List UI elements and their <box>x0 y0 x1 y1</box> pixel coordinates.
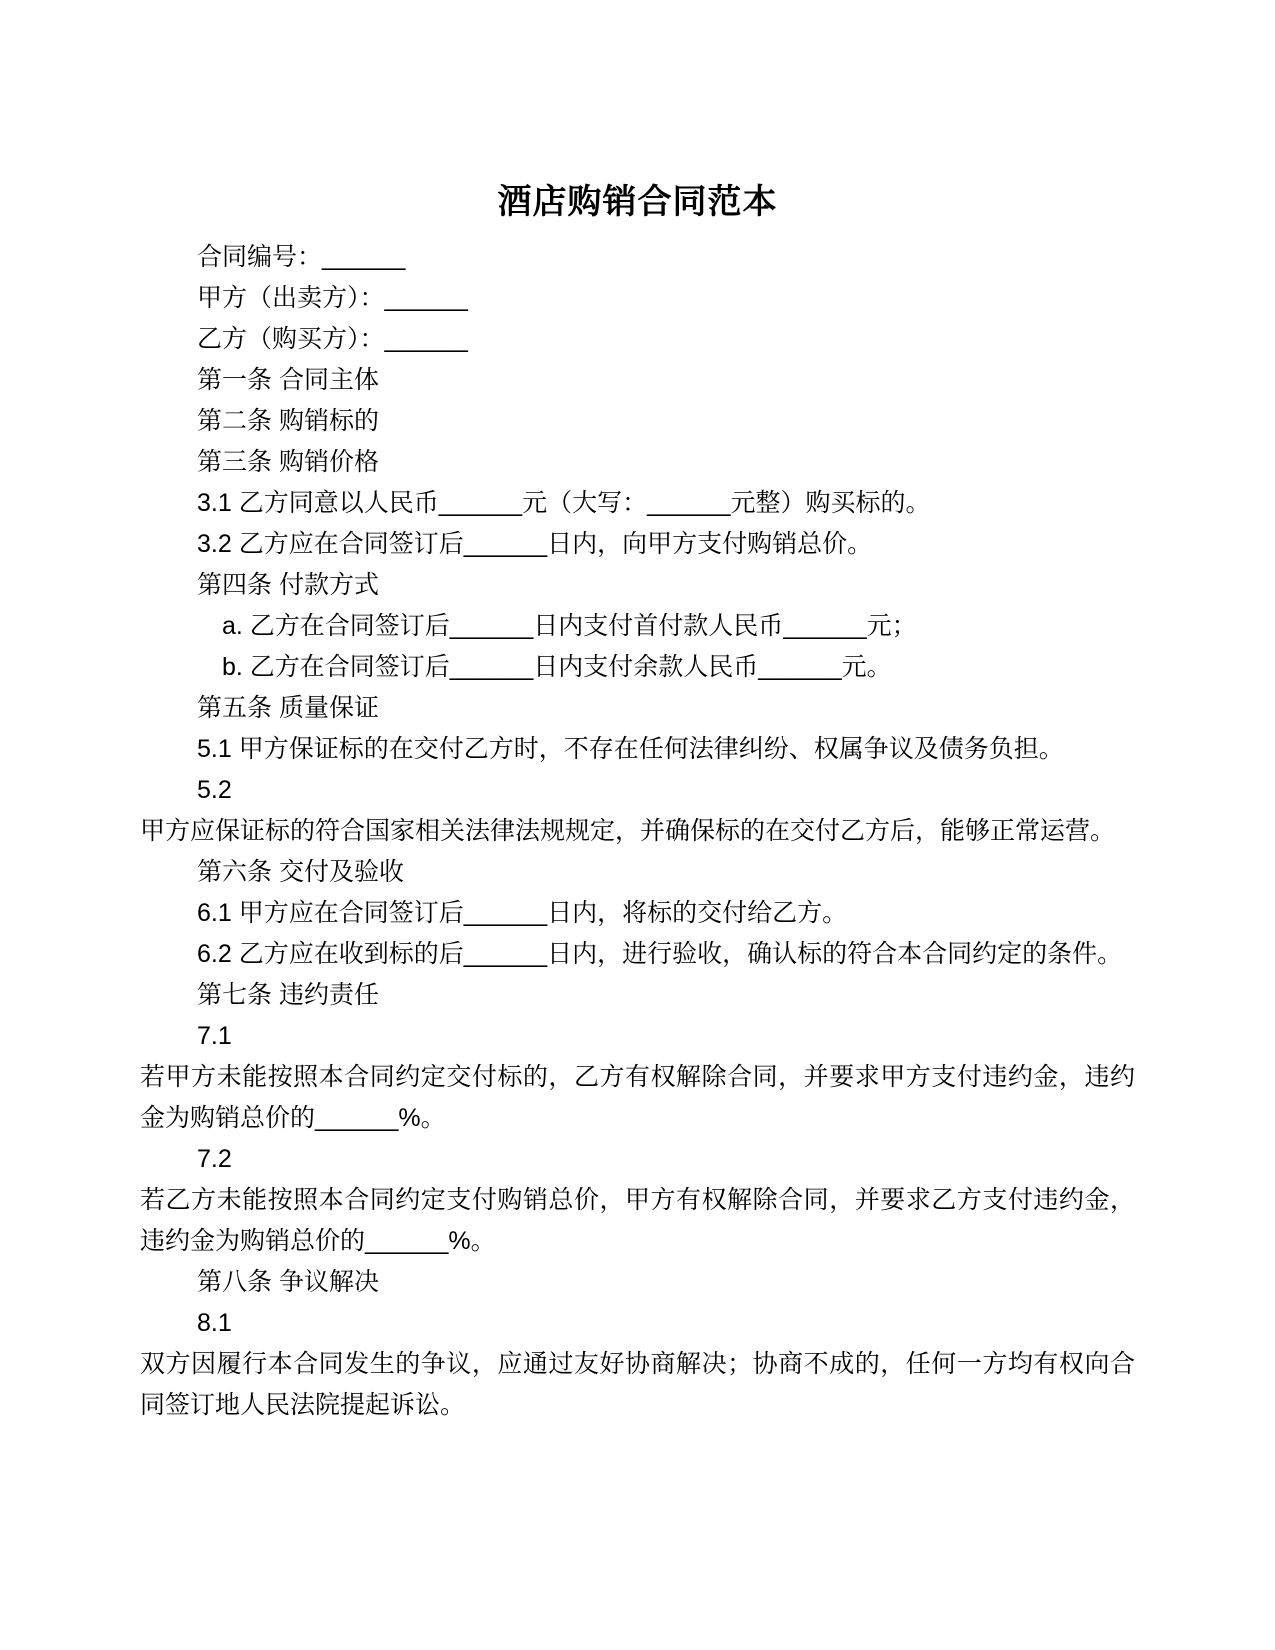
document-line: 3.1 乙方同意以人民币______元（大写：______元整）购买标的。 <box>197 489 931 517</box>
document-line: 7.2 <box>197 1145 232 1173</box>
document-line: 第八条 争议解决 <box>197 1268 379 1296</box>
document-line: 金为购销总价的______%。 <box>140 1104 446 1132</box>
document-line: b. 乙方在合同签订后______日内支付余款人民币______元。 <box>222 653 892 681</box>
document-title: 酒店购销合同范本 <box>497 183 778 221</box>
document-line: 8.1 <box>197 1309 232 1337</box>
document-line: 第六条 交付及验收 <box>197 858 404 886</box>
document-line: a. 乙方在合同签订后______日内支付首付款人民币______元； <box>222 612 917 640</box>
document-body <box>140 237 1135 1426</box>
document-line: 第五条 质量保证 <box>197 694 379 722</box>
document-line: 合同编号：______ <box>197 243 406 271</box>
document-line: 乙方（购买方）：______ <box>197 325 468 353</box>
document-line: 若乙方未能按照本合同约定支付购销总价，甲方有权解除合同，并要求乙方支付违约金， <box>140 1186 1135 1214</box>
document-line: 双方因履行本合同发生的争议，应通过友好协商解决；协商不成的，任何一方均有权向合 <box>140 1350 1135 1378</box>
document-line: 5.1 甲方保证标的在交付乙方时，不存在任何法律纠纷、权属争议及债务负担。 <box>197 735 1064 763</box>
document-line: 第三条 购销价格 <box>197 448 379 476</box>
document-line: 6.2 乙方应在收到标的后______日内，进行验收，确认标的符合本合同约定的条件。 <box>197 940 1123 968</box>
document-line: 6.1 甲方应在合同签订后______日内，将标的交付给乙方。 <box>197 899 848 927</box>
document-line: 违约金为购销总价的______%。 <box>140 1227 496 1255</box>
document-line: 7.1 <box>197 1022 232 1050</box>
document-line: 甲方（出卖方）：______ <box>197 284 468 312</box>
document-line: 3.2 乙方应在合同签订后______日内，向甲方支付购销总价。 <box>197 530 873 558</box>
document-line: 第二条 购销标的 <box>197 407 379 435</box>
document-line: 第四条 付款方式 <box>197 571 379 599</box>
document-line: 若甲方未能按照本合同约定交付标的，乙方有权解除合同，并要求甲方支付违约金，违约 <box>140 1063 1135 1091</box>
document-line: 第七条 违约责任 <box>197 981 379 1009</box>
document-line: 甲方应保证标的符合国家相关法律法规规定，并确保标的在交付乙方后，能够正常运营。 <box>140 817 1116 845</box>
document-line: 5.2 <box>197 776 232 804</box>
document-line: 同签订地人民法院提起诉讼。 <box>140 1391 466 1419</box>
document-line: 第一条 合同主体 <box>197 366 379 394</box>
